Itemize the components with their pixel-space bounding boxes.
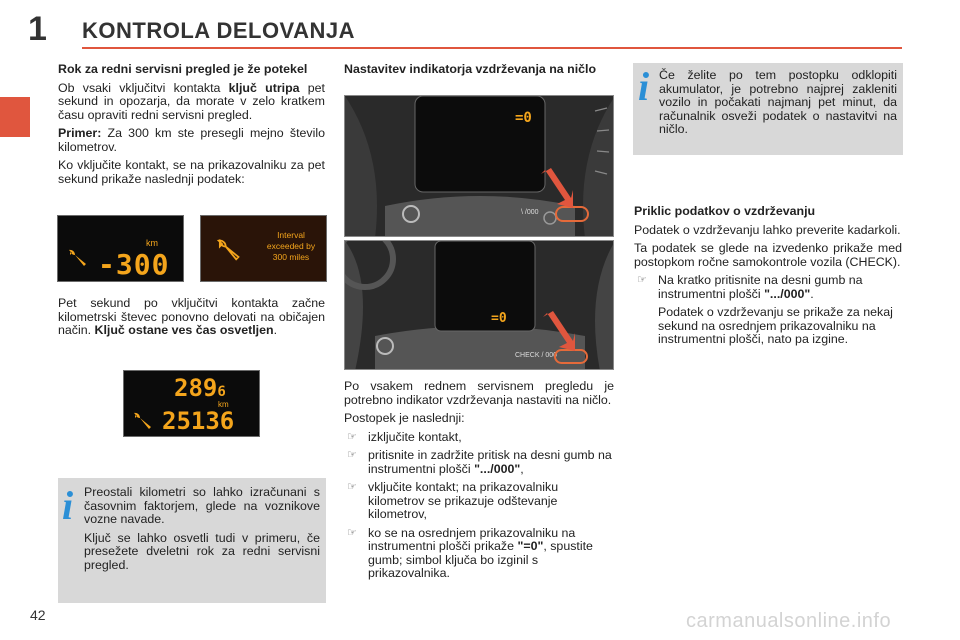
chapter-side-tab [0, 97, 30, 137]
display-minus-300 [57, 215, 184, 282]
header-rule [82, 47, 902, 49]
info-box-remaining-km [58, 478, 326, 603]
pointing-hand-icon: ☞ [347, 449, 357, 461]
section-heading-recall: Priklic podatkov o vzdrževanju [634, 204, 816, 218]
pointing-hand-icon: ☞ [347, 481, 357, 493]
arrow-icon [537, 168, 573, 208]
info-icon: i [62, 483, 74, 528]
trip-value: 2896 [174, 374, 226, 402]
list-item: ☞ Na kratko pritisnite na desni gumb na instrumentni plošči ".../000". [637, 273, 863, 301]
list-item: ☞ izključite kontakt, [347, 429, 462, 444]
page-title: KONTROLA DELOVANJA [82, 18, 355, 43]
reset-button-1[interactable] [555, 206, 589, 222]
reset-button-2[interactable] [554, 349, 588, 364]
pointing-hand-icon: ☞ [347, 526, 357, 539]
pointing-hand-icon: ☞ [347, 430, 357, 443]
display-value: -300 [98, 248, 170, 281]
watermark: carmanualsonline.info [686, 610, 892, 632]
instrument-cluster-photo-1 [344, 95, 614, 237]
section-heading-reset: Nastavitev indikatorja vzdrževanja na ničlo [344, 62, 597, 76]
paragraph-example: Primer: Za 300 km ste presegli mejno število kilometrov. [58, 126, 325, 154]
odometer-value: 25136 [162, 407, 235, 435]
info-box-text [84, 486, 320, 577]
odometer-unit: km [218, 400, 229, 409]
paragraph-reset-1: Po vsakem rednem servisnem pregledu je potrebno indikator vzdrževanja nastaviti na ničlo. [344, 379, 614, 407]
page-number: 42 [30, 607, 46, 623]
list-item: ☞ ko se na osrednjem prikazovalniku na instrumentni plošči prikaže "=0", spustite gumb; simbol ključa bo izginil s prikazovalnika. [347, 525, 593, 580]
list-item-continuation: Podatek o vzdrževanju se prikaže za nekaj sekund na osrednjem prikazovalniku na instrumentni plošči, nato pa izgine. [658, 305, 893, 346]
info-box-battery-text: Če želite po tem postopku odklopiti akumulator, je potrebno najprej zakleniti vozilo in počakati najmanj pet minut, da računalnik osveži podatek o nastavitvi na ničlo. [659, 68, 897, 136]
column-3-text [634, 205, 902, 352]
display-odometer [123, 370, 260, 437]
info-icon: i [638, 64, 650, 109]
paragraph-overdue-4: Pet sekund po vključitvi kontakta začne kilometrski števec ponovno delovati na običajen način. Ključ ostane ves čas osvetljen. [58, 296, 325, 337]
list-item: ☞ pritisnite in zadržite pritisk na desni gumb na instrumentni plošči ".../000", [347, 448, 612, 476]
cluster-1-button-label: \ /000 [521, 209, 539, 216]
section-heading-overdue: Rok za redni servisni pregled je že potekel [58, 62, 308, 76]
info-paragraph-1: Preostali kilometri so lahko izračunani s časovnim faktorjem, glede na voznikove vozne navade. [84, 485, 320, 526]
cluster-1-display-value: =0 [515, 110, 532, 126]
wrench-icon [66, 246, 88, 270]
paragraph-recall-1: Podatek o vzdrževanju lahko preverite kadarkoli. [634, 222, 901, 237]
column-2-text [344, 380, 614, 586]
chapter-number: 1 [28, 10, 47, 48]
cluster-2-button-label: CHECK / 000 [515, 352, 558, 359]
paragraph-recall-2: Ta podatek se glede na izvedenko prikaže med postopkom ročne samokontrole vozila (CHECK). [634, 241, 902, 269]
info-paragraph-2: Ključ se lahko osvetli tudi v primeru, če presežete dveletni rok za redni servisni pregled. [84, 530, 320, 572]
pointing-hand-icon: ☞ [637, 274, 647, 286]
paragraph-overdue-1: Ob vsaki vključitvi kontakta ključ utripa pet sekund in opozarja, da morate v zelo kratkem času opraviti redni servisni pregled. [58, 80, 326, 122]
instrument-cluster-photo-2 [344, 240, 614, 370]
arrow-icon [539, 311, 575, 351]
column-1 [58, 63, 325, 191]
list-item: ☞ vključite kontakt; na prikazovalniku kilometrov se prikazuje odštevanje kilometrov, [347, 480, 559, 521]
wrench-icon [131, 409, 153, 433]
display-unit: km [146, 238, 158, 248]
column-2-heading [344, 63, 614, 82]
info-box-battery [633, 63, 903, 155]
wrench-icon [215, 236, 241, 264]
column-1-continued [58, 297, 325, 343]
paragraph-reset-2: Postopek je naslednji: [344, 411, 465, 425]
cluster-2-display-value: =0 [491, 311, 507, 326]
display-message: Interval exceeded by 300 miles [266, 230, 316, 262]
paragraph-overdue-3: Ko vključite kontakt, se na prikazovalniku za pet sekund prikaže naslednji podatek: [58, 158, 325, 186]
display-interval-exceeded [200, 215, 327, 282]
